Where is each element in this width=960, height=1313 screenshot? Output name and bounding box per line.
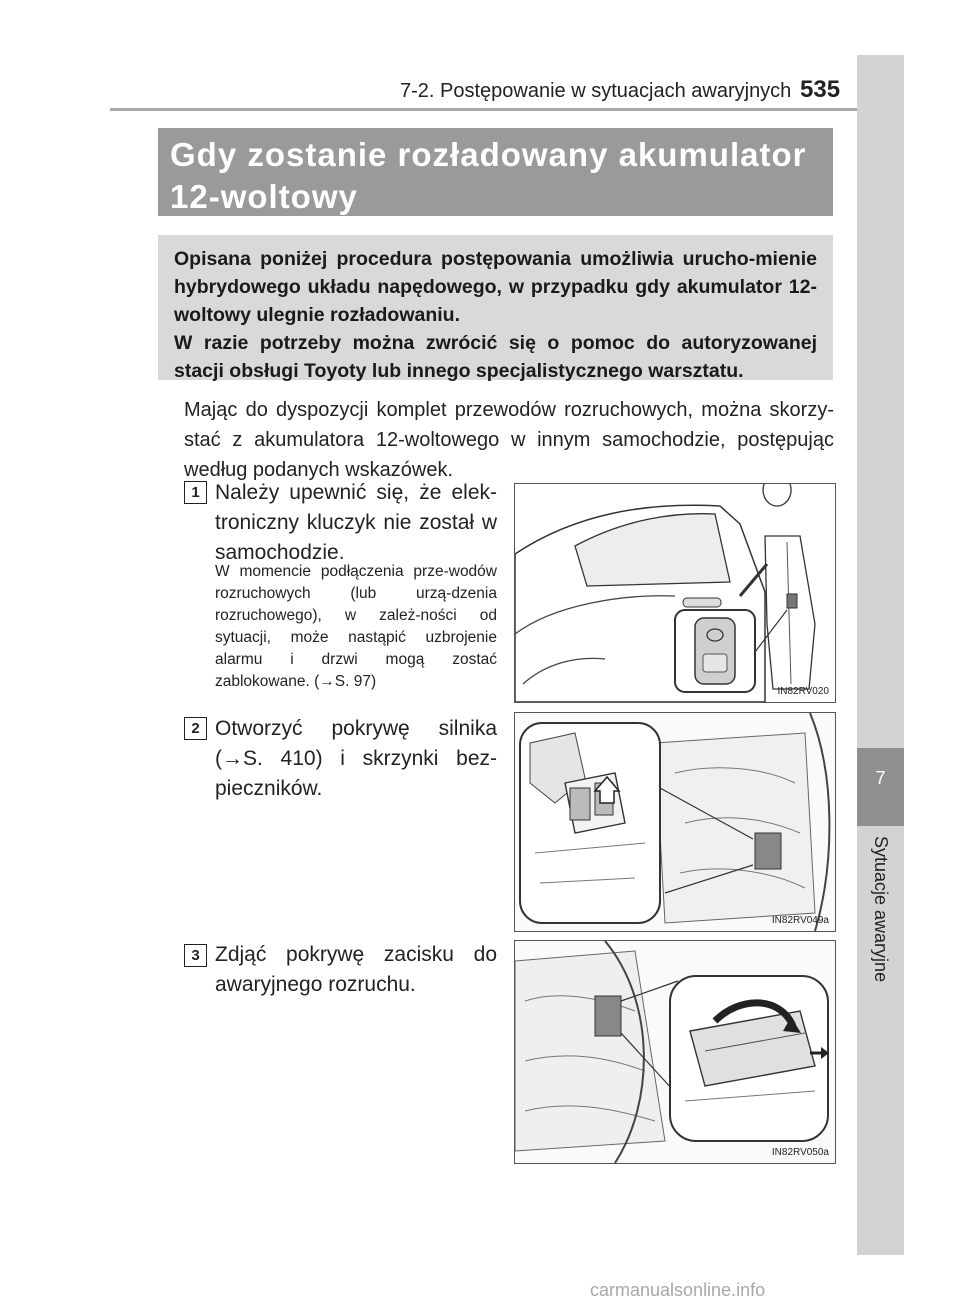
- step-note-1: W momencie podłączenia prze-wodów rozruchowych (lub urzą-dzenia rozruchowego), w zależ-ności od sytuacji, może nastąpić uzbrojenie alarmu i drzwi mogą zostać zablokowane. (→S. 97): [215, 563, 497, 690]
- intro-box: [158, 235, 833, 380]
- body-paragraph: Mając do dyspozycji komplet przewodów rozruchowych, można skorzy-stać z akumulatora 12-woltowego w innym samochodzie, postępując według podanych wskazówek.: [184, 399, 834, 481]
- step-text-1: Należy upewnić się, że elek-troniczny kluczyk nie został w samochodzie.: [215, 481, 497, 564]
- figure-engine-fusebox: [514, 712, 836, 932]
- step-text-2: Otworzyć pokrywę silnika (→S. 410) i skrzynki bez-pieczników.: [215, 717, 497, 800]
- engine-bay-illustration: [515, 713, 835, 931]
- chapter-title: Sytuacje awaryjne: [871, 836, 891, 983]
- page-number: 535: [800, 76, 841, 103]
- section-title: [158, 128, 833, 216]
- car-door-illustration: [515, 484, 835, 702]
- watermark: carmanualsonline.info: [590, 1280, 766, 1300]
- step-number-3: 3: [184, 944, 207, 967]
- figure-jump-terminal-cover: [514, 940, 836, 1164]
- side-tab: [857, 55, 904, 1255]
- figure-label-3: IN82RV050a: [771, 1147, 829, 1158]
- intro-text-2: W razie potrzeby można zwrócić się o pomoc do autoryzowanej stacji obsługi Toyoty lub innego specjalistycznego warsztatu.: [174, 332, 817, 382]
- section-title-line1: Gdy zostanie rozładowany akumulator: [170, 136, 807, 173]
- step-text-3: Zdjąć pokrywę zacisku do awaryjnego rozruchu.: [215, 943, 497, 996]
- header-rule: [110, 108, 860, 111]
- terminal-cover-illustration: [515, 941, 835, 1163]
- step-number-1: 1: [184, 481, 207, 504]
- section-title-line2: 12-woltowy: [170, 178, 358, 215]
- intro-text: Opisana poniżej procedura postępowania umożliwia urucho-mienie hybrydowego układu napędowego, w przypadku gdy akumulator 12-woltowy ulegnie rozładowaniu.: [174, 248, 817, 326]
- figure-label-1: IN82RV020: [777, 686, 829, 697]
- chapter-number: 7: [875, 768, 886, 788]
- figure-label-2: IN82RV049a: [771, 915, 829, 926]
- step-number-2: 2: [184, 717, 207, 740]
- figure-electronic-key: [514, 483, 836, 703]
- section-header: 7-2. Postępowanie w sytuacjach awaryjnych: [400, 80, 792, 102]
